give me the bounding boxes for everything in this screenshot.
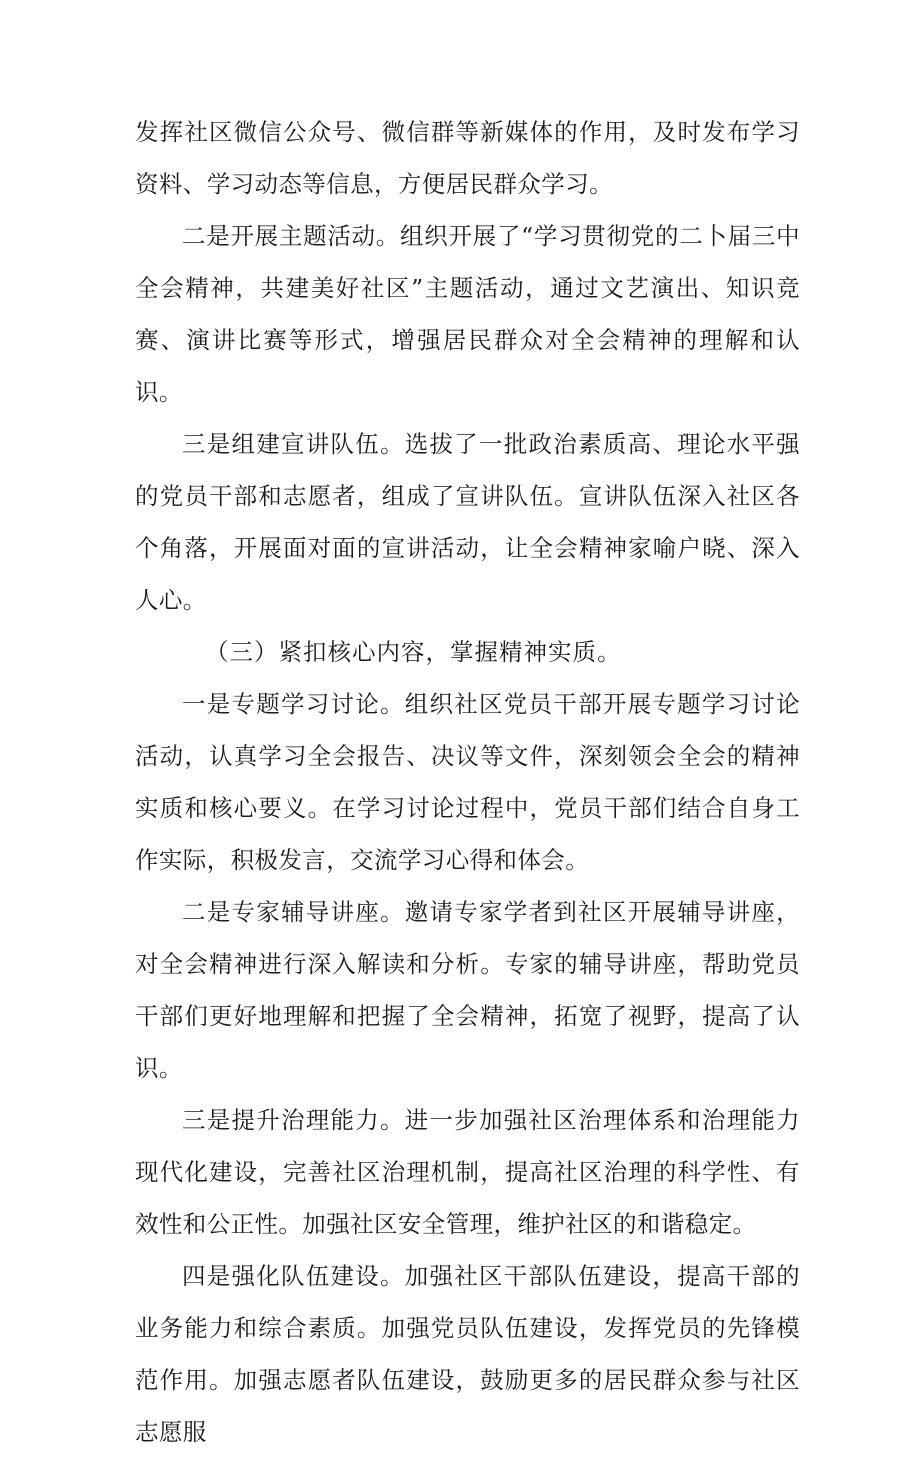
- paragraph-continuation: 发挥社区微信公众号、微信群等新媒体的作用，及时发布学习资料、学习动态等信息，方便居民群众学习。: [135, 118, 800, 198]
- paragraph-theme-activities: 二是开展主题活动。组织开展了“学习贯彻党的二卜届三中全会精神，共建美好社区”主题活动，通过文艺演出、知识竞赛、演讲比赛等形式，增强居民群众对全会精神的理解和认识。: [135, 222, 800, 406]
- paragraph-expert-lecture: 二是专家辅导讲座。邀请专家学者到社区开展辅导讲座，对全会精神进行深入解读和分析。专家的辅导讲座，帮助党员干部们更好地理解和把握了全会精神，拓宽了视野，提高了认识。: [135, 898, 800, 1082]
- paragraph-governance: 三是提升治理能力。进一步加强社区治理体系和治理能力现代化建设，完善社区治理机制，提高社区治理的科学性、有效性和公正性。加强社区安全管理，维护社区的和谐稳定。: [135, 1106, 800, 1238]
- document-body: [135, 106, 800, 1458]
- paragraph-team-building: 四是强化队伍建设。加强社区干部队伍建设，提高干部的业务能力和综合素质。加强党员队伍建设，发挥党员的先锋模范作用。加强志愿者队伍建设，鼓励更多的居民群众参与社区志愿服: [135, 1262, 800, 1446]
- paragraph-lecture-team: 三是组建宣讲队伍。选拔了一批政治素质高、理论水平强的党员干部和志愿者，组成了宣讲队伍。宣讲队伍深入社区各个角落，开展面对面的宣讲活动，让全会精神家喻户晓、深入人心。: [135, 430, 800, 614]
- paragraph-study-discussion: 一是专题学习讨论。组织社区党员干部开展专题学习讨论活动，认真学习全会报告、决议等文件，深刻领会全会的精神实质和核心要义。在学习讨论过程中，党员干部们结合自身工作实际，积极发言，交流学习心得和体会。: [135, 690, 800, 874]
- section-heading: （三）紧扣核心内容，掌握精神实质。: [205, 638, 622, 666]
